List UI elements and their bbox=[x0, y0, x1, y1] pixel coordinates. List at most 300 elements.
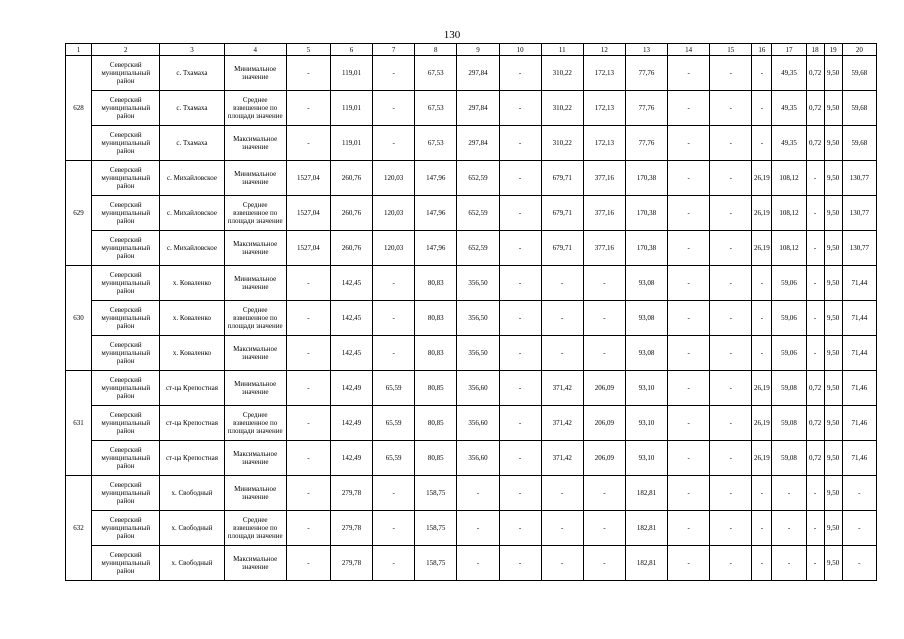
column-header-5: 5 bbox=[286, 44, 330, 56]
value-cell-col-16: - bbox=[752, 301, 772, 336]
value-cell-col-6: 142,45 bbox=[330, 266, 372, 301]
value-cell-col-8: 67,53 bbox=[415, 126, 457, 161]
value-cell-col-8: 158,75 bbox=[415, 511, 457, 546]
table-row bbox=[66, 56, 877, 91]
column-header-12: 12 bbox=[583, 44, 625, 56]
value-cell-col-5: - bbox=[286, 266, 330, 301]
value-cell-col-13: 170,38 bbox=[625, 196, 667, 231]
district-cell: Северский муниципальный район bbox=[92, 231, 160, 266]
value-cell-col-10: - bbox=[499, 476, 541, 511]
column-header-20: 20 bbox=[842, 44, 876, 56]
value-cell-col-5: - bbox=[286, 301, 330, 336]
value-cell-col-15: - bbox=[710, 196, 752, 231]
table-row bbox=[66, 371, 877, 406]
value-cell-col-16: - bbox=[752, 336, 772, 371]
value-cell-col-7: 120,03 bbox=[373, 196, 415, 231]
district-cell: Северский муниципальный район bbox=[92, 371, 160, 406]
locality-cell: с. Тхамаха bbox=[160, 91, 224, 126]
value-cell-col-19: 9,50 bbox=[824, 231, 842, 266]
locality-cell: с. Михайловское bbox=[160, 196, 224, 231]
value-cell-col-14: - bbox=[668, 301, 710, 336]
value-cell-col-15: - bbox=[710, 301, 752, 336]
value-cell-col-11: 310,22 bbox=[541, 56, 583, 91]
value-cell-col-11: - bbox=[541, 546, 583, 581]
value-cell-col-6: 260,76 bbox=[330, 231, 372, 266]
table-row bbox=[66, 91, 877, 126]
value-cell-col-19: 9,50 bbox=[824, 441, 842, 476]
value-cell-col-16: - bbox=[752, 511, 772, 546]
value-cell-col-11: 310,22 bbox=[541, 126, 583, 161]
value-cell-col-17: - bbox=[772, 546, 806, 581]
value-cell-col-6: 119,01 bbox=[330, 56, 372, 91]
value-cell-col-8: 158,75 bbox=[415, 476, 457, 511]
value-cell-col-11: 371,42 bbox=[541, 406, 583, 441]
locality-cell: ст-ца Крепостная bbox=[160, 441, 224, 476]
value-type-cell: Максимальное значение bbox=[224, 546, 286, 581]
table-row bbox=[66, 476, 877, 511]
value-cell-col-12: 172,13 bbox=[583, 56, 625, 91]
value-cell-col-6: 142,45 bbox=[330, 301, 372, 336]
value-cell-col-13: 170,38 bbox=[625, 231, 667, 266]
column-header-10: 10 bbox=[499, 44, 541, 56]
value-cell-col-10: - bbox=[499, 301, 541, 336]
value-cell-col-9: 297,84 bbox=[457, 126, 499, 161]
column-header-15: 15 bbox=[710, 44, 752, 56]
value-cell-col-12: 206,09 bbox=[583, 371, 625, 406]
value-cell-col-11: - bbox=[541, 511, 583, 546]
value-cell-col-8: 147,96 bbox=[415, 196, 457, 231]
value-cell-col-10: - bbox=[499, 266, 541, 301]
value-cell-col-9: 356,60 bbox=[457, 441, 499, 476]
value-cell-col-11: 679,71 bbox=[541, 161, 583, 196]
value-cell-col-13: 170,38 bbox=[625, 161, 667, 196]
value-cell-col-15: - bbox=[710, 56, 752, 91]
value-cell-col-9: - bbox=[457, 546, 499, 581]
value-cell-col-14: - bbox=[668, 161, 710, 196]
value-cell-col-20: 59,68 bbox=[842, 56, 876, 91]
locality-cell: с. Тхамаха bbox=[160, 126, 224, 161]
value-cell-col-14: - bbox=[668, 371, 710, 406]
value-cell-col-9: 356,50 bbox=[457, 301, 499, 336]
value-cell-col-8: 80,85 bbox=[415, 441, 457, 476]
value-cell-col-19: 9,50 bbox=[824, 91, 842, 126]
value-cell-col-10: - bbox=[499, 511, 541, 546]
value-cell-col-17: 59,06 bbox=[772, 301, 806, 336]
column-header-6: 6 bbox=[330, 44, 372, 56]
column-header-4: 4 bbox=[224, 44, 286, 56]
value-cell-col-17: 49,35 bbox=[772, 91, 806, 126]
value-cell-col-16: 26,19 bbox=[752, 196, 772, 231]
value-type-cell: Среднее взвешенное по площади значение bbox=[224, 196, 286, 231]
value-cell-col-7: - bbox=[373, 301, 415, 336]
value-cell-col-6: 119,01 bbox=[330, 91, 372, 126]
locality-cell: х. Свободный bbox=[160, 546, 224, 581]
locality-cell: х. Коваленко bbox=[160, 266, 224, 301]
value-cell-col-11: 371,42 bbox=[541, 441, 583, 476]
value-type-cell: Среднее взвешенное по площади значение bbox=[224, 301, 286, 336]
value-cell-col-6: 260,76 bbox=[330, 161, 372, 196]
value-type-cell: Минимальное значение bbox=[224, 371, 286, 406]
value-cell-col-12: - bbox=[583, 476, 625, 511]
value-cell-col-15: - bbox=[710, 546, 752, 581]
value-cell-col-9: 652,59 bbox=[457, 231, 499, 266]
district-cell: Северский муниципальный район bbox=[92, 91, 160, 126]
value-type-cell: Максимальное значение bbox=[224, 126, 286, 161]
value-cell-col-5: - bbox=[286, 546, 330, 581]
value-cell-col-19: 9,50 bbox=[824, 161, 842, 196]
table-row bbox=[66, 406, 877, 441]
value-cell-col-19: 9,50 bbox=[824, 56, 842, 91]
value-cell-col-10: - bbox=[499, 406, 541, 441]
value-cell-col-13: 182,81 bbox=[625, 546, 667, 581]
value-cell-col-10: - bbox=[499, 231, 541, 266]
value-cell-col-19: 9,50 bbox=[824, 126, 842, 161]
value-cell-col-18: 0,72 bbox=[806, 371, 824, 406]
value-cell-col-17: 108,12 bbox=[772, 231, 806, 266]
value-cell-col-6: 119,01 bbox=[330, 126, 372, 161]
value-cell-col-13: 182,81 bbox=[625, 511, 667, 546]
column-header-1: 1 bbox=[66, 44, 92, 56]
value-cell-col-7: - bbox=[373, 476, 415, 511]
value-cell-col-10: - bbox=[499, 161, 541, 196]
value-cell-col-19: 9,50 bbox=[824, 371, 842, 406]
value-cell-col-11: 371,42 bbox=[541, 371, 583, 406]
value-cell-col-17: 59,08 bbox=[772, 371, 806, 406]
value-cell-col-5: 1527,04 bbox=[286, 231, 330, 266]
value-cell-col-10: - bbox=[499, 336, 541, 371]
value-cell-col-11: - bbox=[541, 336, 583, 371]
district-cell: Северский муниципальный район bbox=[92, 161, 160, 196]
value-cell-col-9: - bbox=[457, 476, 499, 511]
value-cell-col-17: 59,08 bbox=[772, 441, 806, 476]
value-cell-col-7: 65,59 bbox=[373, 441, 415, 476]
locality-cell: х. Свободный bbox=[160, 476, 224, 511]
value-cell-col-18: - bbox=[806, 266, 824, 301]
value-cell-col-8: 67,53 bbox=[415, 91, 457, 126]
value-cell-col-7: - bbox=[373, 266, 415, 301]
value-type-cell: Среднее взвешенное по площади значение bbox=[224, 91, 286, 126]
table-body bbox=[66, 56, 877, 581]
value-cell-col-7: 120,03 bbox=[373, 231, 415, 266]
value-cell-col-5: - bbox=[286, 371, 330, 406]
table-header bbox=[66, 44, 877, 56]
value-cell-col-9: 356,60 bbox=[457, 371, 499, 406]
value-cell-col-14: - bbox=[668, 266, 710, 301]
value-cell-col-16: 26,19 bbox=[752, 441, 772, 476]
value-cell-col-20: 59,68 bbox=[842, 126, 876, 161]
value-cell-col-12: - bbox=[583, 511, 625, 546]
value-cell-col-19: 9,50 bbox=[824, 266, 842, 301]
value-cell-col-18: - bbox=[806, 511, 824, 546]
value-cell-col-20: 71,46 bbox=[842, 441, 876, 476]
value-cell-col-8: 147,96 bbox=[415, 161, 457, 196]
value-cell-col-7: - bbox=[373, 546, 415, 581]
value-cell-col-5: - bbox=[286, 336, 330, 371]
value-cell-col-5: - bbox=[286, 441, 330, 476]
value-cell-col-6: 142,45 bbox=[330, 336, 372, 371]
value-cell-col-12: 172,13 bbox=[583, 91, 625, 126]
value-cell-col-7: 65,59 bbox=[373, 406, 415, 441]
value-type-cell: Максимальное значение bbox=[224, 336, 286, 371]
value-cell-col-18: - bbox=[806, 161, 824, 196]
locality-cell: с. Михайловское bbox=[160, 161, 224, 196]
value-cell-col-18: - bbox=[806, 546, 824, 581]
value-cell-col-19: 9,50 bbox=[824, 406, 842, 441]
table-row bbox=[66, 546, 877, 581]
value-cell-col-11: 310,22 bbox=[541, 91, 583, 126]
value-cell-col-8: 80,85 bbox=[415, 371, 457, 406]
value-cell-col-13: 182,81 bbox=[625, 476, 667, 511]
value-cell-col-16: 26,19 bbox=[752, 161, 772, 196]
row-group-id: 632 bbox=[66, 476, 92, 581]
value-cell-col-19: 9,50 bbox=[824, 546, 842, 581]
value-cell-col-18: - bbox=[806, 336, 824, 371]
value-cell-col-8: 158,75 bbox=[415, 546, 457, 581]
value-cell-col-8: 147,96 bbox=[415, 231, 457, 266]
value-cell-col-20: 71,44 bbox=[842, 266, 876, 301]
value-cell-col-17: - bbox=[772, 511, 806, 546]
column-header-16: 16 bbox=[752, 44, 772, 56]
value-cell-col-10: - bbox=[499, 126, 541, 161]
value-cell-col-12: 172,13 bbox=[583, 126, 625, 161]
value-type-cell: Минимальное значение bbox=[224, 161, 286, 196]
value-cell-col-18: - bbox=[806, 301, 824, 336]
value-cell-col-17: 108,12 bbox=[772, 196, 806, 231]
district-cell: Северский муниципальный район bbox=[92, 511, 160, 546]
value-cell-col-20: 71,46 bbox=[842, 406, 876, 441]
value-cell-col-15: - bbox=[710, 511, 752, 546]
value-cell-col-11: 679,71 bbox=[541, 231, 583, 266]
row-group-id: 629 bbox=[66, 161, 92, 266]
value-cell-col-20: 59,68 bbox=[842, 91, 876, 126]
value-cell-col-15: - bbox=[710, 406, 752, 441]
district-cell: Северский муниципальный район bbox=[92, 476, 160, 511]
table-row bbox=[66, 336, 877, 371]
page-number: 130 bbox=[443, 29, 461, 41]
locality-cell: с. Тхамаха bbox=[160, 56, 224, 91]
value-cell-col-13: 93,08 bbox=[625, 266, 667, 301]
value-cell-col-15: - bbox=[710, 476, 752, 511]
value-cell-col-9: 297,84 bbox=[457, 56, 499, 91]
value-type-cell: Среднее взвешенное по площади значение bbox=[224, 406, 286, 441]
value-cell-col-13: 93,10 bbox=[625, 406, 667, 441]
value-cell-col-9: 297,84 bbox=[457, 91, 499, 126]
value-cell-col-12: 377,16 bbox=[583, 196, 625, 231]
value-cell-col-17: 49,35 bbox=[772, 126, 806, 161]
value-cell-col-12: - bbox=[583, 336, 625, 371]
value-cell-col-20: 130,77 bbox=[842, 161, 876, 196]
value-cell-col-6: 142,49 bbox=[330, 371, 372, 406]
value-cell-col-17: 49,35 bbox=[772, 56, 806, 91]
value-cell-col-8: 80,83 bbox=[415, 266, 457, 301]
value-cell-col-16: - bbox=[752, 266, 772, 301]
value-cell-col-11: - bbox=[541, 476, 583, 511]
value-cell-col-12: - bbox=[583, 266, 625, 301]
value-cell-col-15: - bbox=[710, 231, 752, 266]
value-cell-col-5: - bbox=[286, 56, 330, 91]
value-cell-col-9: - bbox=[457, 511, 499, 546]
table-row bbox=[66, 196, 877, 231]
column-header-7: 7 bbox=[373, 44, 415, 56]
value-cell-col-5: - bbox=[286, 476, 330, 511]
value-cell-col-7: - bbox=[373, 91, 415, 126]
value-cell-col-17: 108,12 bbox=[772, 161, 806, 196]
locality-cell: с. Михайловское bbox=[160, 231, 224, 266]
value-cell-col-19: 9,50 bbox=[824, 196, 842, 231]
value-cell-col-11: 679,71 bbox=[541, 196, 583, 231]
value-cell-col-16: - bbox=[752, 56, 772, 91]
value-cell-col-20: - bbox=[842, 511, 876, 546]
value-cell-col-6: 142,49 bbox=[330, 441, 372, 476]
district-cell: Северский муниципальный район bbox=[92, 126, 160, 161]
value-cell-col-7: 120,03 bbox=[373, 161, 415, 196]
value-cell-col-20: 71,44 bbox=[842, 301, 876, 336]
column-header-19: 19 bbox=[824, 44, 842, 56]
value-cell-col-14: - bbox=[668, 231, 710, 266]
value-cell-col-16: - bbox=[752, 91, 772, 126]
value-cell-col-13: 93,10 bbox=[625, 441, 667, 476]
value-cell-col-16: 26,19 bbox=[752, 406, 772, 441]
value-cell-col-13: 93,10 bbox=[625, 371, 667, 406]
value-cell-col-12: 377,16 bbox=[583, 161, 625, 196]
value-cell-col-5: - bbox=[286, 511, 330, 546]
value-cell-col-13: 93,08 bbox=[625, 336, 667, 371]
value-cell-col-15: - bbox=[710, 266, 752, 301]
district-cell: Северский муниципальный район bbox=[92, 266, 160, 301]
value-cell-col-14: - bbox=[668, 511, 710, 546]
value-cell-col-14: - bbox=[668, 56, 710, 91]
value-cell-col-17: - bbox=[772, 476, 806, 511]
column-header-14: 14 bbox=[668, 44, 710, 56]
value-cell-col-6: 142,49 bbox=[330, 406, 372, 441]
column-header-2: 2 bbox=[92, 44, 160, 56]
value-cell-col-18: - bbox=[806, 476, 824, 511]
value-cell-col-18: - bbox=[806, 196, 824, 231]
value-cell-col-13: 93,08 bbox=[625, 301, 667, 336]
value-cell-col-8: 80,83 bbox=[415, 301, 457, 336]
value-cell-col-10: - bbox=[499, 546, 541, 581]
row-group-id: 630 bbox=[66, 266, 92, 371]
value-cell-col-10: - bbox=[499, 91, 541, 126]
value-cell-col-10: - bbox=[499, 441, 541, 476]
value-type-cell: Минимальное значение bbox=[224, 266, 286, 301]
value-cell-col-6: 279,78 bbox=[330, 511, 372, 546]
value-cell-col-7: - bbox=[373, 56, 415, 91]
value-type-cell: Максимальное значение bbox=[224, 231, 286, 266]
row-group-id: 631 bbox=[66, 371, 92, 476]
table-row bbox=[66, 161, 877, 196]
value-cell-col-10: - bbox=[499, 371, 541, 406]
value-cell-col-7: 65,59 bbox=[373, 371, 415, 406]
table-row bbox=[66, 126, 877, 161]
value-cell-col-20: 130,77 bbox=[842, 196, 876, 231]
column-header-8: 8 bbox=[415, 44, 457, 56]
value-cell-col-5: - bbox=[286, 126, 330, 161]
value-cell-col-14: - bbox=[668, 196, 710, 231]
table-row bbox=[66, 301, 877, 336]
value-cell-col-15: - bbox=[710, 441, 752, 476]
value-cell-col-8: 67,53 bbox=[415, 56, 457, 91]
value-cell-col-13: 77,76 bbox=[625, 91, 667, 126]
table-row bbox=[66, 231, 877, 266]
value-cell-col-10: - bbox=[499, 56, 541, 91]
value-cell-col-6: 260,76 bbox=[330, 196, 372, 231]
value-cell-col-12: 206,09 bbox=[583, 406, 625, 441]
value-cell-col-15: - bbox=[710, 126, 752, 161]
value-cell-col-20: 71,46 bbox=[842, 371, 876, 406]
value-cell-col-18: 0,72 bbox=[806, 441, 824, 476]
locality-cell: х. Коваленко bbox=[160, 336, 224, 371]
header-row bbox=[66, 44, 877, 56]
value-cell-col-19: 9,50 bbox=[824, 476, 842, 511]
value-type-cell: Минимальное значение bbox=[224, 56, 286, 91]
value-cell-col-5: 1527,04 bbox=[286, 161, 330, 196]
value-cell-col-16: - bbox=[752, 546, 772, 581]
value-cell-col-14: - bbox=[668, 406, 710, 441]
value-cell-col-9: 356,50 bbox=[457, 336, 499, 371]
value-cell-col-5: - bbox=[286, 91, 330, 126]
value-cell-col-12: 206,09 bbox=[583, 441, 625, 476]
value-cell-col-7: - bbox=[373, 126, 415, 161]
value-cell-col-15: - bbox=[710, 336, 752, 371]
value-cell-col-12: - bbox=[583, 301, 625, 336]
district-cell: Северский муниципальный район bbox=[92, 336, 160, 371]
table-row bbox=[66, 441, 877, 476]
district-cell: Северский муниципальный район bbox=[92, 196, 160, 231]
district-cell: Северский муниципальный район bbox=[92, 56, 160, 91]
value-cell-col-7: - bbox=[373, 336, 415, 371]
value-cell-col-5: - bbox=[286, 406, 330, 441]
value-cell-col-18: 0,72 bbox=[806, 126, 824, 161]
value-cell-col-19: 9,50 bbox=[824, 301, 842, 336]
value-cell-col-14: - bbox=[668, 336, 710, 371]
value-cell-col-14: - bbox=[668, 476, 710, 511]
value-cell-col-16: - bbox=[752, 476, 772, 511]
locality-cell: х. Свободный bbox=[160, 511, 224, 546]
value-cell-col-14: - bbox=[668, 441, 710, 476]
table-row bbox=[66, 266, 877, 301]
value-cell-col-18: 0,72 bbox=[806, 91, 824, 126]
column-header-17: 17 bbox=[772, 44, 806, 56]
column-header-18: 18 bbox=[806, 44, 824, 56]
value-cell-col-5: 1527,04 bbox=[286, 196, 330, 231]
value-cell-col-14: - bbox=[668, 546, 710, 581]
value-cell-col-17: 59,08 bbox=[772, 406, 806, 441]
column-header-13: 13 bbox=[625, 44, 667, 56]
table-row bbox=[66, 511, 877, 546]
value-cell-col-16: - bbox=[752, 126, 772, 161]
column-header-9: 9 bbox=[457, 44, 499, 56]
value-cell-col-11: - bbox=[541, 301, 583, 336]
value-cell-col-15: - bbox=[710, 371, 752, 406]
value-cell-col-12: 377,16 bbox=[583, 231, 625, 266]
value-cell-col-9: 652,59 bbox=[457, 196, 499, 231]
value-cell-col-6: 279,78 bbox=[330, 546, 372, 581]
locality-cell: ст-ца Крепостная bbox=[160, 371, 224, 406]
district-cell: Северский муниципальный район bbox=[92, 406, 160, 441]
value-cell-col-20: - bbox=[842, 546, 876, 581]
value-cell-col-8: 80,83 bbox=[415, 336, 457, 371]
row-group-id: 628 bbox=[66, 56, 92, 161]
value-cell-col-19: 9,50 bbox=[824, 511, 842, 546]
cadastral-value-table bbox=[65, 43, 877, 581]
value-cell-col-14: - bbox=[668, 126, 710, 161]
value-cell-col-19: 9,50 bbox=[824, 336, 842, 371]
value-cell-col-6: 279,78 bbox=[330, 476, 372, 511]
locality-cell: х. Коваленко bbox=[160, 301, 224, 336]
value-cell-col-20: 71,44 bbox=[842, 336, 876, 371]
value-cell-col-16: 26,19 bbox=[752, 231, 772, 266]
